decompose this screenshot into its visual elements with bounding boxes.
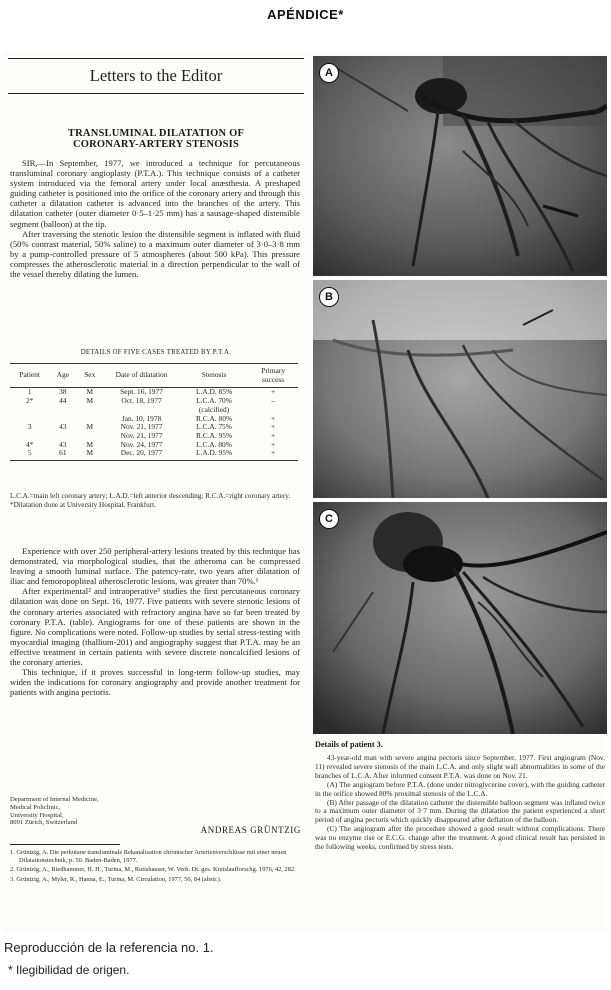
table-cell: Nov. 21, 1977 [120,422,163,432]
reference-item: 3. Grüntzig, A., Myler, R., Hanna, E., Turina, M. Circulation, 1977, 56, 84 (abstr.). [10,876,222,884]
table-cell: R.C.A. 95% [195,430,233,440]
table-header-cell: Age [49,364,76,388]
letter-body-top [10,158,300,279]
table-cell: 2* [25,396,34,406]
table-caption: DETAILS OF FIVE CASES TREATED BY P.T.A. [80,349,232,356]
table-header-cell: Primary success [248,364,298,388]
table-cell: + [271,430,276,440]
table-cell: 43 [59,439,67,449]
paragraph-2: After traversing the stenotic lesion the distensible segment is inflated with fluid (50% contrast material, 50% saline) to a maximum outer diameter of 3·0–3·8 mm by a pump-controlled pressure of 5 atmospheres (about 500 kPa). This pressure compresses the atherosclerotic material in a direction perpendicular to the wall of the vessel thereby dilating the lumen. [10,228,300,280]
references-rule [10,844,120,845]
header-rule-top [8,58,304,59]
section-header: Letters to the Editor [89,66,223,85]
table-cell: M [86,422,94,432]
table-cell: + [271,439,276,449]
table-cell: L.A.D. 95% [180,449,248,460]
paragraph-1: SIR,—In September, 1977, we introduced a technique for percutaneous transluminal coronary angioplasty (P.T.A.). This technique consists of a catheter system introduced via the femoral artery under local anæsthesia. A preshaped guiding catheter is positioned into the orifice of the coronary artery and through this catheter a dilatation catheter is advanced into the branches of the artery. This dilatation catheter (outer diameter 0·5–1·25 mm) has a sausage-shaped distensible segment (balloon) at the tip. [10,158,300,229]
angiogram-panel-b [313,280,607,498]
table-cell: M [76,449,103,460]
illegibility-note: * Ilegibilidad de origen. [8,963,130,977]
details-paragraph: (A) The angiogram before P.T.A. (done under nitroglycerine cover), with the guiding catheter in the orifice showed 80% proximal stenosis of the L.C.A. [315,779,605,798]
table-cell: Dec. 20, 1977 [103,449,180,460]
table-cell: L.A.D. 85% [195,387,233,397]
panel-label-b: B [319,287,339,307]
table-cell: 43 [59,422,67,432]
table-cell: Nov. 21, 1977 [120,430,163,440]
table-note: L.C.A.=main left coronary artery; L.A.D.=left anterior descending; R.C.A.=right coronary artery. [10,492,291,500]
cases-table [10,363,298,461]
details-paragraph: (C) The angiogram after the procedure showed a good result without complications. There was no enzyme rise or E.C.G. change after the treatment. A good clinical result has persisted in the following weeks, confirmed by stress tests. [315,824,605,852]
table-cell: 5 [10,449,49,460]
references [10,849,300,886]
table-row [10,449,298,460]
table-cell: M [86,439,94,449]
affiliation-line: Medical Policlinic, [10,803,61,811]
table-header-cell: Sex [76,364,103,388]
angiogram-a-image [313,56,607,276]
appendix-title: APÉNDICE* [267,7,344,22]
author-signature: ANDREAS GRÜNTZIG [200,825,301,835]
table-cell: L.C.A. 70% (calcified) [196,396,232,414]
table-cell: L.C.A. 75% [196,422,232,432]
table-header-cell: Date of dilatation [103,364,180,388]
details-paragraph: 43-year-old man with severe angina pectoris since September, 1977. First angiogram (Nov. 11) revealed severe stenosis of the main L.C.A. and only slight wall abnormalities in some of the branches of L.C.A. After informed consent P.T.A. was done on Nov. 21. [315,753,605,780]
letter-body-bottom [10,546,300,697]
angiogram-b-image [313,280,607,498]
reproduction-caption: Reproducción de la referencia no. 1. [4,940,214,955]
table-header-cell: Patient [10,364,49,388]
affiliation-line: Department of Internal Medicine, [10,796,99,803]
table-notes [10,492,300,509]
details-paragraph: (B) After passage of the dilatation catheter the distensible balloon segment was inflated twice to a maximum outer diameter of 3·7 mm. During the dilatation the patient experienced a short period of angina pectoris which quickly disappeared after deflation of the balloon. [315,797,605,825]
table-cell: 1 [27,387,32,397]
table-cell: 44 [59,396,67,406]
affiliation-line: 8091 Zürich, Switzerland [10,819,78,827]
table-cell: Nov. 24, 1977 [120,439,163,449]
article-title: TRANSLUMINAL DILATATION OF CORONARY-ARTERY STENOSIS [67,128,245,150]
paragraph-3: Experience with over 250 peripheral-artery lesions treated by this technique has demonstrated, via morphological studies, that the atheroma can be compressed leaving a smooth luminal surface. The patency-rate, two years after dilatation of iliac and femoropopliteal atherosclerotic lesions, was greater than 70%.¹ [10,546,300,587]
details-body [315,754,605,852]
table-cell: M [86,396,94,406]
table-cell: – [271,396,275,406]
paragraph-5: This technique, if it proves successful in long-term follow-up studies, may widen the indications for coronary angiography and provide another treatment for patients with angina pectoris. [10,667,300,698]
table-cell: + [271,387,276,397]
table-cell: Sept. 16, 1977 [120,387,163,397]
table-cell: 38 [59,387,67,397]
angiogram-panel-a [313,56,607,276]
angiogram-panel-c [313,502,607,734]
affiliation [10,796,160,827]
table-cell: M [86,387,94,397]
table-cell: + [248,449,298,460]
details-title: Details of patient 3. [315,740,383,749]
panel-label-a: A [319,63,339,83]
panel-label-c: C [319,509,339,529]
table-cell: + [271,422,276,432]
table-cell: R.C.A. 80% [195,413,233,423]
reference-item: 2. Grüntzig, A., Riedhammer, H. H., Turina, M., Rutishauser, W. Verh. Dt. ges. Kreislaufforschg. 1976, 42, 282. [10,866,296,874]
angiogram-column [313,52,607,932]
reference-item: 1. Grüntzig, A. Die perkutane transluminale Rekanalisation chronischer Arterienverschlüsse mit einer neuen Dilatationstechnik, p. 50. Baden-Baden, 1977. [10,849,287,864]
table-cell: Oct. 18, 1977 [121,396,162,406]
table-cell: L.C.A. 80% [196,439,232,449]
table-header-cell: Stenosis [180,364,248,388]
angiogram-c-image [313,502,607,734]
table-cell: 61 [49,449,76,460]
affiliation-line: University Hospital, [10,811,64,819]
table-cell: 4* [25,439,34,449]
header-rule-bottom [8,93,304,94]
table-cell: 3 [27,422,32,432]
scanned-letter [3,52,607,932]
table-note: *Dilatation done at University Hospital, Frankfurt. [10,500,156,509]
paragraph-4: After experimental² and intraoperative³ studies the first percutaneous coronary dilatation was done on Sept. 16, 1977. Five patients with severe stenotic lesions of the coronary arteries associated with refractory angina have so far been treated by coronary P.T.A. (table). Angiograms for one of these patients are shown in the figure. No complications were noted. Follow-up studies by serial stress-testing with myocardial imaging (thallium-201) and angiography suggest that P.T.A. may be an effective treatment in certain patients with severe discrete noncalcified lesions of the coronary arteries. [10,586,300,668]
letter-column [8,52,304,932]
table-cell: + [271,413,276,423]
table-cell: Jan. 10, 1978 [121,413,162,423]
table-body [10,388,298,461]
table-row [10,397,298,414]
